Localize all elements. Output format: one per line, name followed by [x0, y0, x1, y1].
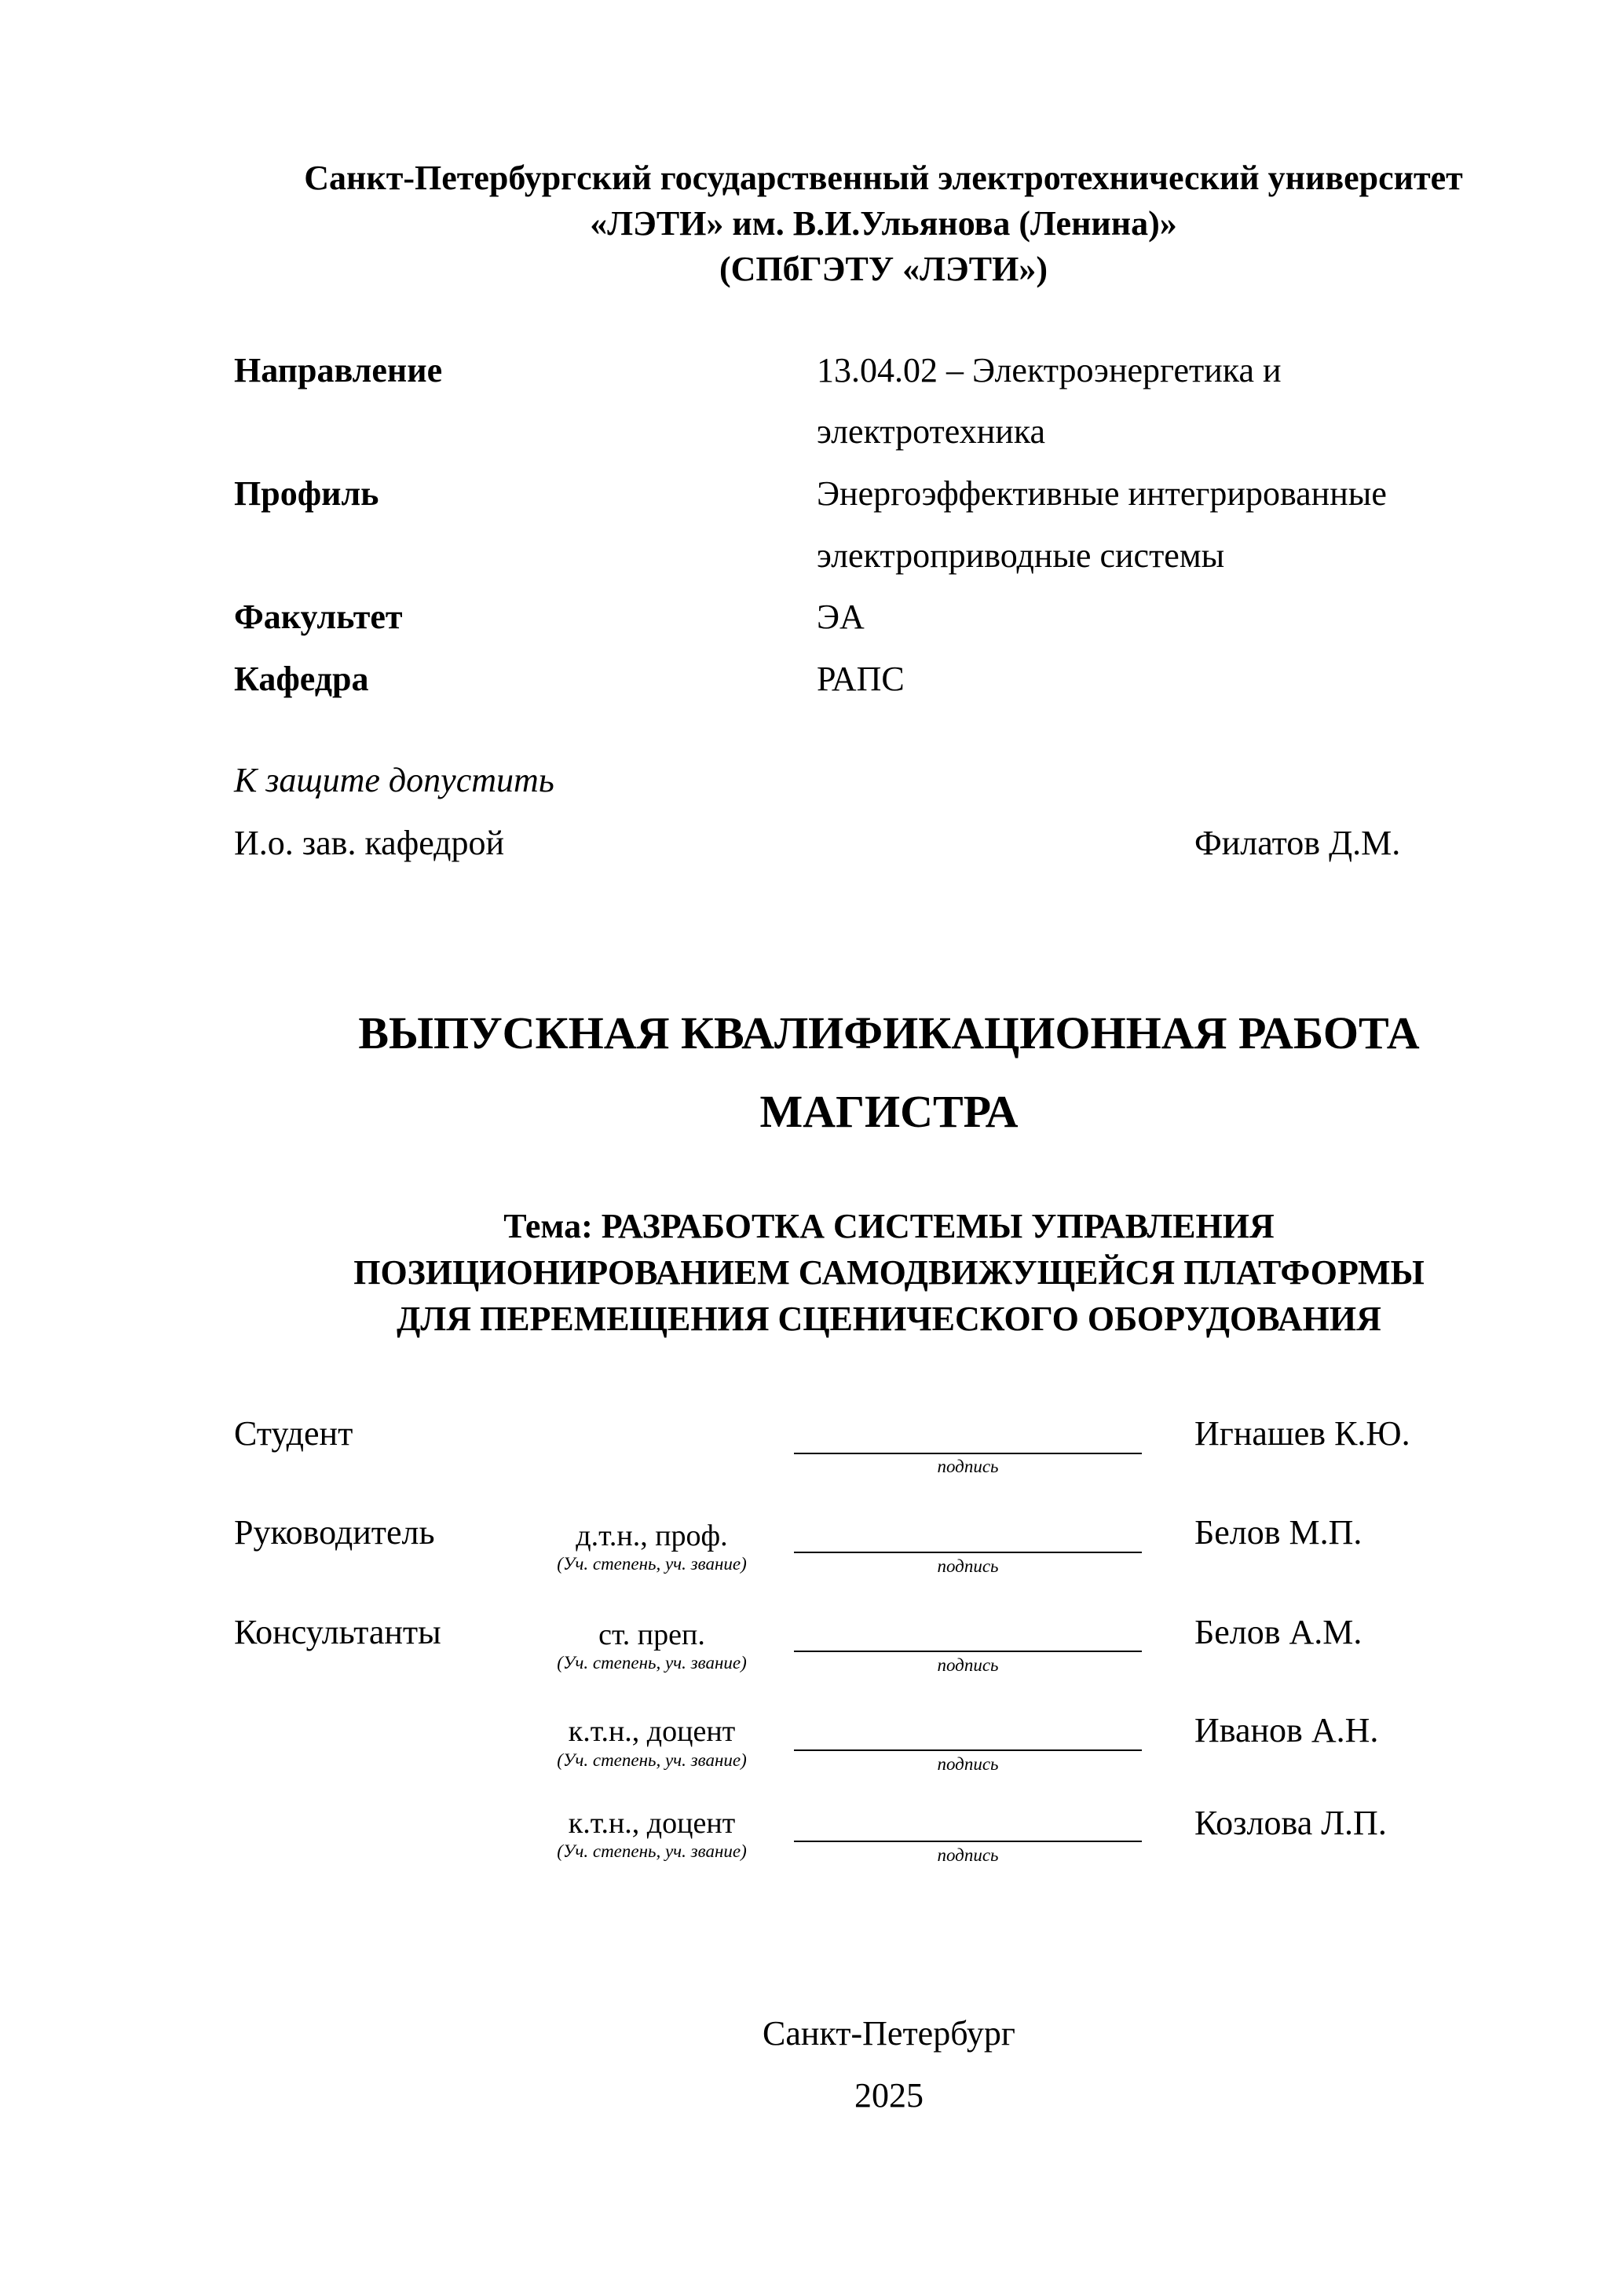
consultant3-degree-caption: (Уч. степень, уч. звание) [557, 1841, 747, 1861]
university-full-name: «ЛЭТИ» им. В.И.Ульянова (Ленина)» [590, 204, 1177, 243]
supervisor-name: Белов М.П. [1194, 1513, 1362, 1552]
student-label: Студент [234, 1414, 353, 1453]
topic-line1: Тема: РАЗРАБОТКА СИСТЕМЫ УПРАВЛЕНИЯ [503, 1207, 1275, 1245]
consultant2-signature-caption: подпись [937, 1754, 999, 1774]
consultants-label: Консультанты [234, 1613, 441, 1651]
head-of-department-name: Филатов Д.М. [1194, 824, 1401, 862]
head-of-department-role: И.о. зав. кафедрой [234, 824, 505, 862]
direction-value-line2: электротехника [817, 412, 1046, 451]
consultant3-degree: к.т.н., доцент [568, 1807, 736, 1840]
supervisor-degree-caption: (Уч. степень, уч. звание) [557, 1554, 747, 1574]
department-label: Кафедра [234, 660, 369, 698]
supervisor-signature-line [794, 1552, 1142, 1553]
consultant2-degree: к.т.н., доцент [568, 1715, 736, 1748]
direction-value-line1: 13.04.02 – Электроэнергетика и [817, 351, 1282, 389]
university-name: Санкт-Петербургский государственный электротехнический университет [304, 159, 1463, 197]
faculty-value: ЭА [817, 598, 865, 636]
faculty-label: Факультет [234, 598, 403, 636]
consultant2-name: Иванов А.Н. [1194, 1711, 1379, 1749]
profile-value-line2: электроприводные системы [817, 536, 1225, 575]
department-value: РАПС [817, 660, 905, 698]
consultant1-degree-caption: (Уч. степень, уч. звание) [557, 1653, 747, 1673]
supervisor-degree: д.т.н., проф. [576, 1519, 728, 1552]
consultant1-name: Белов А.М. [1194, 1613, 1362, 1651]
city: Санкт-Петербург [763, 2014, 1015, 2053]
admission-note: К защите допустить [234, 761, 554, 799]
consultant2-degree-caption: (Уч. степень, уч. звание) [557, 1750, 747, 1770]
student-signature-caption: подпись [937, 1457, 999, 1476]
document-title-line1: ВЫПУСКНАЯ КВАЛИФИКАЦИОННАЯ РАБОТА [358, 1007, 1420, 1058]
document-title-line2: МАГИСТРА [759, 1086, 1019, 1137]
student-signature-line [794, 1453, 1142, 1454]
year: 2025 [854, 2076, 924, 2115]
profile-value-line1: Энергоэффективные интегрированные [817, 474, 1387, 513]
supervisor-signature-caption: подпись [937, 1556, 999, 1576]
topic-line3: ДЛЯ ПЕРЕМЕЩЕНИЯ СЦЕНИЧЕСКОГО ОБОРУДОВАНИЯ [397, 1300, 1381, 1338]
consultant1-signature-line [794, 1651, 1142, 1652]
direction-label: Направление [234, 351, 443, 389]
consultant1-signature-caption: подпись [937, 1655, 999, 1675]
supervisor-label: Руководитель [234, 1513, 435, 1552]
consultant2-signature-line [794, 1749, 1142, 1751]
profile-label: Профиль [234, 474, 379, 513]
student-name: Игнашев К.Ю. [1194, 1414, 1410, 1453]
university-abbreviation: (СПбГЭТУ «ЛЭТИ») [719, 250, 1048, 288]
consultant1-degree: ст. преп. [598, 1618, 705, 1651]
consultant3-signature-caption: подпись [937, 1845, 999, 1865]
consultant3-name: Козлова Л.П. [1194, 1804, 1387, 1842]
consultant3-signature-line [794, 1841, 1142, 1842]
topic-line2: ПОЗИЦИОНИРОВАНИЕМ САМОДВИЖУЩЕЙСЯ ПЛАТФОРМЫ [353, 1253, 1425, 1292]
